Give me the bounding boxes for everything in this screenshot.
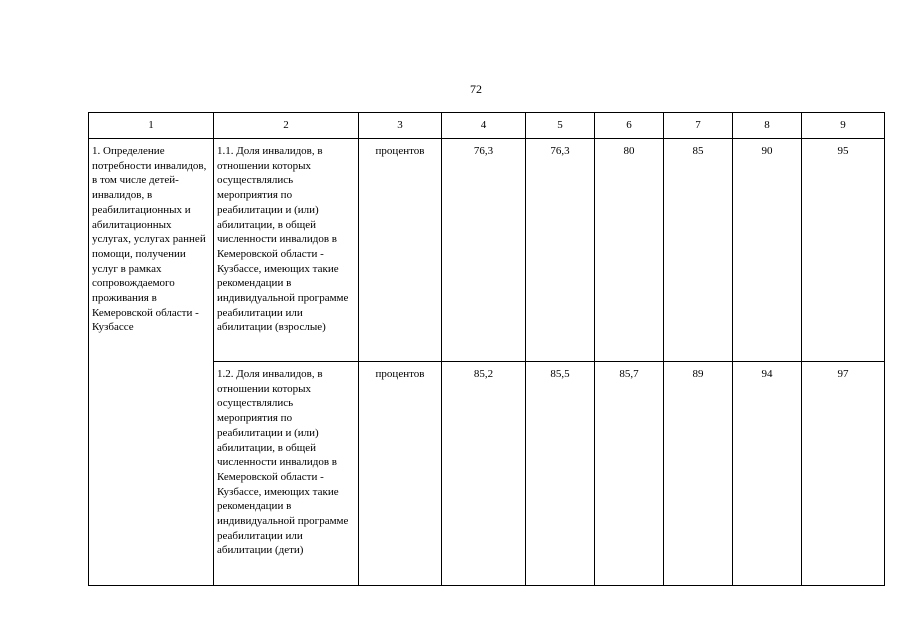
table-header-cell: 6 — [595, 113, 664, 139]
value-cell: 85,5 — [526, 362, 595, 586]
value-cell: 85,7 — [595, 362, 664, 586]
page-number: 72 — [470, 82, 482, 96]
value-cell: 95 — [802, 139, 885, 362]
value-cell: 76,3 — [442, 139, 526, 362]
value-cell: 80 — [595, 139, 664, 362]
value-cell: 89 — [664, 362, 733, 586]
table-header-cell: 2 — [214, 113, 359, 139]
table-header-row — [89, 113, 885, 139]
group-label-cell: 1. Определение потребности инвалидов, в том числе детей-инвалидов, в реабилитационных и абилитационных услугах, услугах ранней помощи, получении услуг в рамках сопровождаемого проживания в Кемеровской области - Кузбассе — [89, 139, 214, 586]
table-header-cell: 7 — [664, 113, 733, 139]
table-header-cell: 8 — [733, 113, 802, 139]
value-cell: 90 — [733, 139, 802, 362]
value-cell: 97 — [802, 362, 885, 586]
value-cell: 85 — [664, 139, 733, 362]
table-header-cell: 5 — [526, 113, 595, 139]
value-cell: 85,2 — [442, 362, 526, 586]
value-cell: 76,3 — [526, 139, 595, 362]
table-row — [89, 139, 885, 362]
value-cell: 94 — [733, 362, 802, 586]
indicator-cell: 1.2. Доля инвалидов, в отношении которых осуществлялись мероприятия по реабилитации и (или) абилитации, в общей численности инвалидов в Кемеровской области - Кузбассе, имеющих такие рекомендации в индивидуальной программе реабилитации или абилитации (дети) — [214, 362, 359, 586]
table-header-cell: 1 — [89, 113, 214, 139]
table-header-cell: 9 — [802, 113, 885, 139]
indicators-table — [88, 112, 885, 586]
table-header-cell: 4 — [442, 113, 526, 139]
unit-cell: процентов — [359, 139, 442, 362]
unit-cell: процентов — [359, 362, 442, 586]
table-header-cell: 3 — [359, 113, 442, 139]
indicator-cell: 1.1. Доля инвалидов, в отношении которых осуществлялись мероприятия по реабилитации и (или) абилитации, в общей численности инвалидов в Кемеровской области - Кузбассе, имеющих такие рекомендации в индивидуальной программе реабилитации или абилитации (взрослые) — [214, 139, 359, 362]
